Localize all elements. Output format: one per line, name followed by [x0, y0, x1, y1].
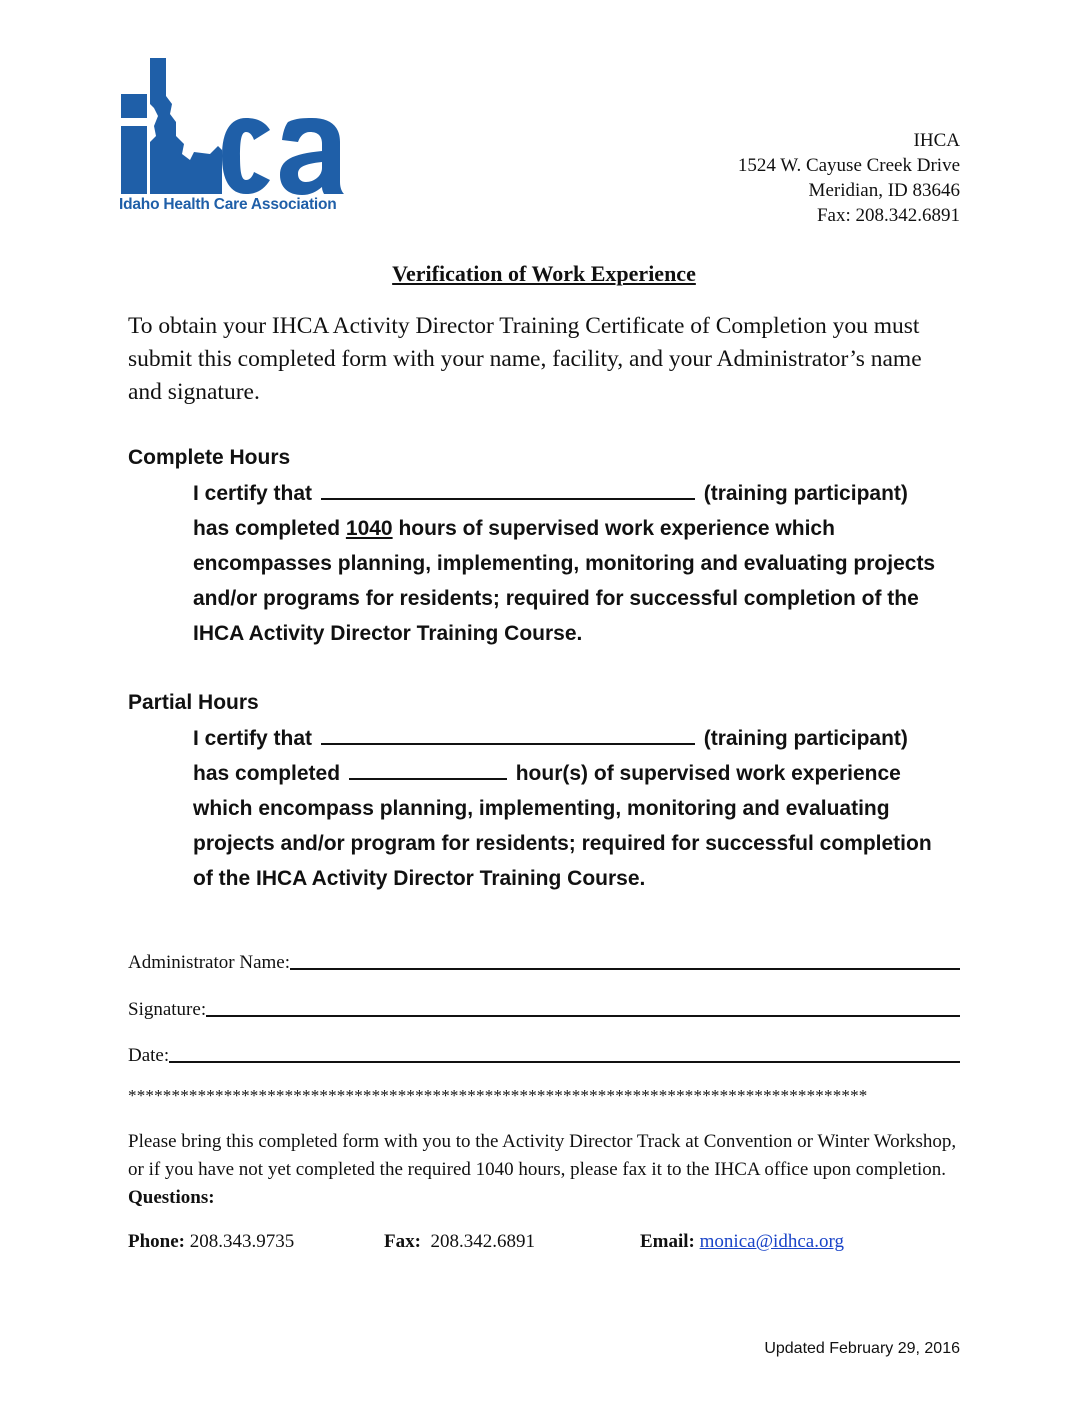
- complete-hours-heading: Complete Hours: [128, 446, 291, 469]
- footer-note-text: Please bring this completed form with you to the Activity Director Track at Convention or Winter Workshop, or if you have not yet completed the required 1040 hours, please fax it to the IHCA office upon completion.: [128, 1131, 957, 1180]
- contact-fax: [384, 1231, 535, 1253]
- signature-line[interactable]: [206, 1015, 960, 1017]
- fax-number: 208.342.6891: [430, 1231, 535, 1252]
- partial-l1-post: (training participant): [703, 727, 908, 750]
- complete-l1-pre: I certify that: [193, 482, 313, 505]
- partial-participant-name-blank[interactable]: [321, 723, 695, 745]
- required-hours: 1040: [345, 517, 393, 540]
- partial-l1-pre: I certify that: [193, 727, 313, 750]
- complete-l2-pre: has completed: [193, 517, 341, 540]
- date-label: Date:: [128, 1045, 170, 1066]
- address-org: IHCA: [913, 130, 960, 151]
- partial-hours-blank[interactable]: [349, 758, 507, 780]
- administrator-name-field[interactable]: [128, 946, 960, 974]
- date-line[interactable]: [169, 1061, 960, 1063]
- email-label: Email:: [640, 1231, 695, 1252]
- contact-email: [640, 1231, 844, 1253]
- participant-name-blank[interactable]: [321, 478, 695, 500]
- fax-label: Fax:: [384, 1231, 421, 1252]
- footer-note: [128, 1128, 968, 1212]
- phone-number: 208.343.9735: [189, 1231, 295, 1252]
- partial-hours-heading: Partial Hours: [128, 691, 259, 714]
- signature-label: Signature:: [128, 999, 207, 1020]
- address-street: 1524 W. Cayuse Creek Drive: [737, 155, 960, 176]
- complete-l5: IHCA Activity Director Training Course.: [193, 622, 583, 645]
- address-fax: Fax: 208.342.6891: [816, 205, 960, 226]
- email-link[interactable]: monica@idhca.org: [699, 1231, 844, 1252]
- partial-l2-pre: has completed: [193, 762, 341, 785]
- phone-label: Phone:: [128, 1231, 185, 1252]
- complete-l2-post: hours of supervised work experience which: [398, 517, 835, 540]
- contact-phone: [128, 1231, 294, 1253]
- administrator-name-line[interactable]: [290, 968, 960, 970]
- date-field[interactable]: [128, 1039, 960, 1067]
- complete-l4: and/or programs for residents; required for successful completion of the: [193, 587, 919, 610]
- partial-l4: projects and/or program for residents; required for successful completion: [193, 832, 932, 855]
- partial-l2-post: hour(s) of supervised work experience: [515, 762, 901, 785]
- idaho-state-logo-icon: [118, 56, 368, 206]
- questions-label: Questions:: [128, 1187, 215, 1208]
- complete-l1-post: (training participant): [703, 482, 908, 505]
- separator: *************************************************************************************: [128, 1086, 868, 1105]
- intro-paragraph: To obtain your IHCA Activity Director Training Certificate of Completion you must submit this completed form with your name, facility, and your Administrator’s name and signature.: [128, 313, 922, 405]
- partial-l5: of the IHCA Activity Director Training Course.: [193, 867, 646, 890]
- complete-hours-statement: [193, 476, 983, 651]
- administrator-name-label: Administrator Name:: [128, 952, 290, 973]
- signature-field[interactable]: [128, 993, 960, 1021]
- partial-hours-statement: [193, 721, 983, 896]
- updated-date: Updated February 29, 2016: [764, 1340, 960, 1357]
- address-block: [738, 128, 960, 228]
- page-title: Verification of Work Experience: [392, 261, 696, 286]
- complete-l3: encompasses planning, implementing, monitoring and evaluating projects: [193, 552, 936, 575]
- address-city: Meridian, ID 83646: [808, 180, 960, 201]
- logo-caption: Idaho Health Care Association: [119, 196, 337, 213]
- partial-l3: which encompass planning, implementing, monitoring and evaluating: [193, 797, 890, 820]
